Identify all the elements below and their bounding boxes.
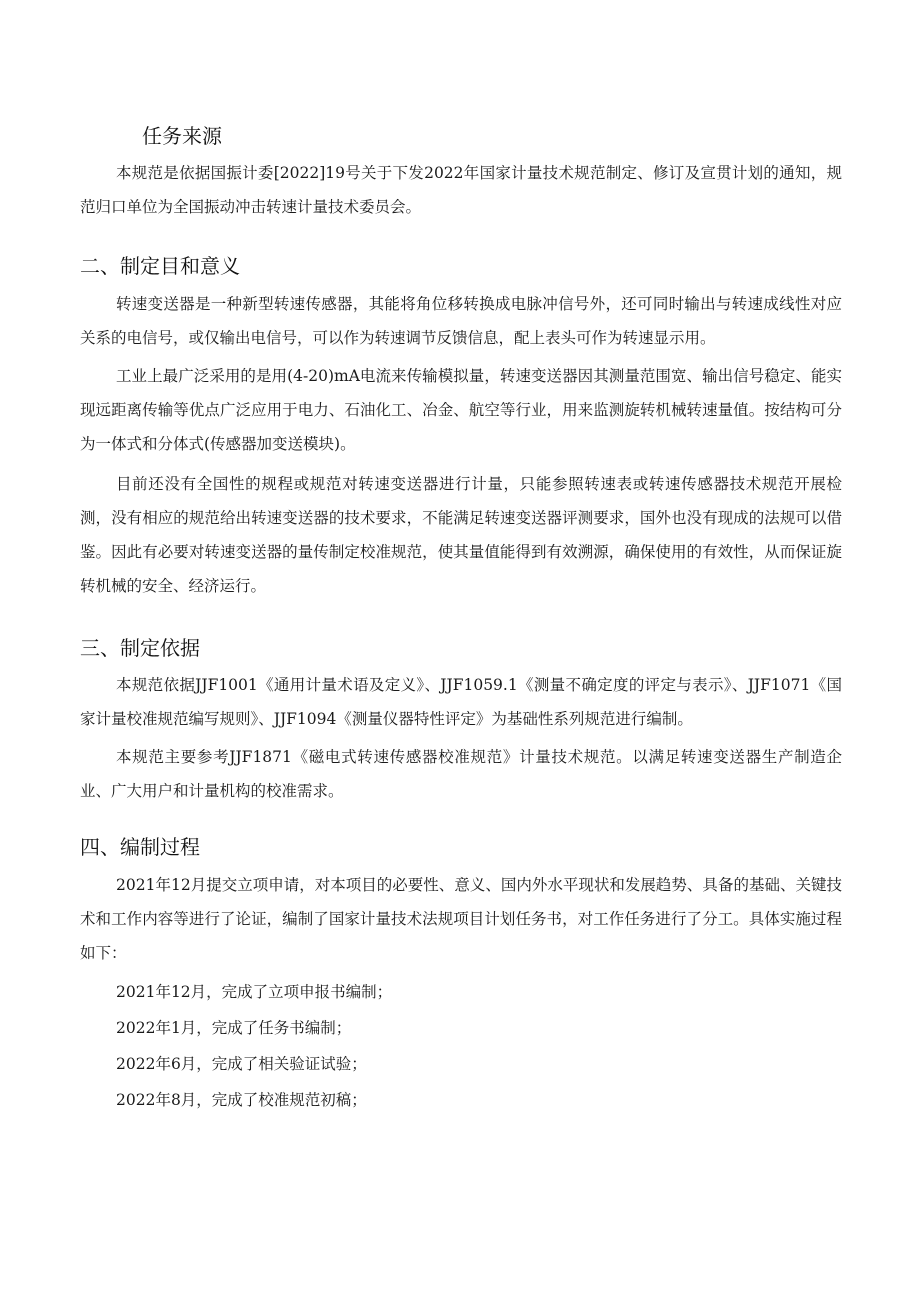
section-heading-purpose: 二、制定目和意义: [80, 254, 240, 278]
purpose-paragraph-2: 工业上最广泛采用的是用(4-20)mA电流来传输模拟量，转速变送器因其测量范围宽、输出信号稳定、能实现远距离传输等优点广泛应用于电力、石油化工、冶金、航空等行业，用来监测旋转机械转速量值。按结构可分为一体式和分体式(传感器加变送模块)。: [80, 367, 842, 453]
timeline-item: 2022年6月，完成了相关验证试验；: [116, 1055, 367, 1073]
timeline-item: 2022年1月，完成了任务书编制；: [116, 1019, 352, 1037]
section-heading-process: 四、编制过程: [80, 835, 200, 859]
timeline-item: 2022年8月，完成了校准规范初稿；: [116, 1091, 367, 1109]
purpose-paragraph-1: 转速变送器是一种新型转速传感器，其能将角位移转换成电脉冲信号外，还可同时输出与转速成线性对应关系的电信号，或仅输出电信号，可以作为转速调节反馈信息，配上表头可作为转速显示用。: [80, 295, 842, 347]
timeline-item: 2021年12月，完成了立项申报书编制；: [116, 983, 393, 1001]
task-source-paragraph: 本规范是依据国振计委[2022]19号关于下发2022年国家计量技术规范制定、修订及宣贯计划的通知，规范归口单位为全国振动冲击转速计量技术委员会。: [80, 164, 842, 216]
basis-paragraph-1: 本规范依据JJF1001《通用计量术语及定义》、JJF1059.1《测量不确定度的评定与表示》、JJF1071《国家计量校准规范编写规则》、JJF1094《测量仪器特性评定》为基础性系列规范进行编制。: [80, 676, 842, 728]
process-paragraph: 2021年12月提交立项申请，对本项目的必要性、意义、国内外水平现状和发展趋势、具备的基础、关键技术和工作内容等进行了论证，编制了国家计量技术法规项目计划任务书，对工作任务进行了分工。具体实施过程如下：: [80, 876, 842, 962]
section-heading-task-source: 任务来源: [142, 124, 222, 148]
section-heading-basis: 三、制定依据: [80, 636, 200, 660]
purpose-paragraph-3: 目前还没有全国性的规程或规范对转速变送器进行计量，只能参照转速表或转速传感器技术规范开展检测，没有相应的规范给出转速变送器的技术要求，不能满足转速变送器评测要求，国外也没有现成的法规可以借鉴。因此有必要对转速变送器的量传制定校准规范，使其量值能得到有效溯源，确保使用的有效性，从而保证旋转机械的安全、经济运行。: [80, 475, 842, 595]
basis-paragraph-2: 本规范主要参考JJF1871《磁电式转速传感器校准规范》计量技术规范。以满足转速变送器生产制造企业、广大用户和计量机构的校准需求。: [80, 748, 842, 800]
